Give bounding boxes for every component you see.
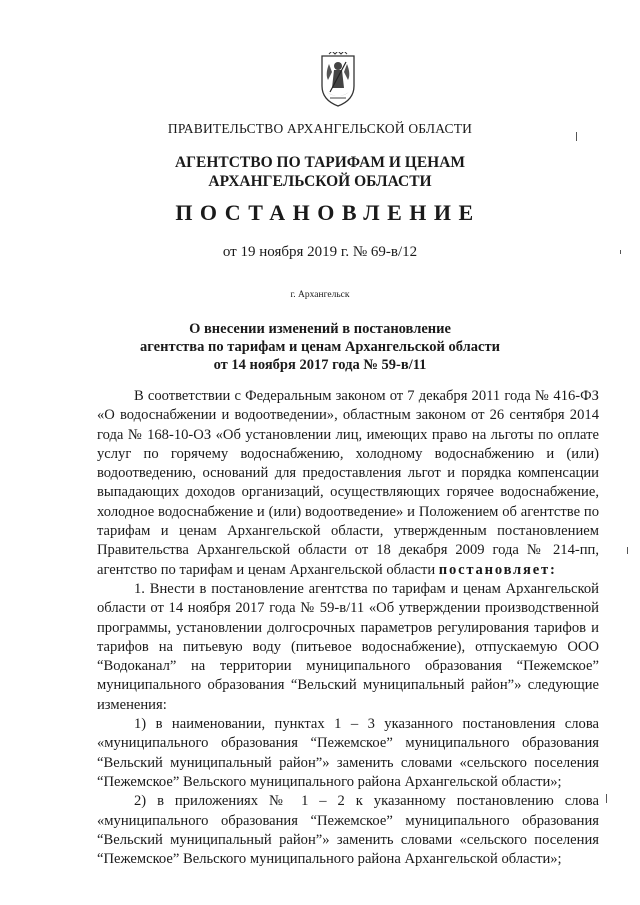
agency-name-line-2: АРХАНГЕЛЬСКОЙ ОБЛАСТИ: [208, 173, 432, 190]
decides-word: постановляет:: [438, 561, 557, 578]
scan-mark: [627, 547, 628, 554]
document-date-number: от 19 ноября 2019 г. № 69-в/12: [222, 244, 418, 260]
item-1-2-paragraph: 2) в приложениях № 1 – 2 к указанному постановлению слова «муниципального образования “Пежемское” муниципального образования “Вельский муниципальный район”» заменить словами «сельского поселения “Пежемское” Вельского муниципального района Архангельской области»;: [97, 793, 599, 868]
coat-of-arms-icon: [316, 52, 360, 108]
subject-line-2: агентства по тарифам и ценам Архангельской области: [140, 339, 500, 355]
agency-name-line-1: АГЕНТСТВО ПО ТАРИФАМ И ЦЕНАМ: [174, 154, 466, 171]
subject-line-1: О внесении изменений в постановление: [189, 321, 451, 337]
item-1-paragraph: 1. Внести в постановление агентства по тарифам и ценам Архангельской области от 14 ноября 2017 года № 59-в/11 «Об утверждении производственной программы, установлении долгосрочных параметров регулирования тарифов и тарифов на питьевую воду (питьевое водоснабжение), отпускаемую ООО “Водоканал” на территории муниципального образования “Пежемское” муниципального образования “Вельский муниципальный район”» следующие изменения:: [97, 580, 599, 713]
item-1-1-paragraph: 1) в наименовании, пунктах 1 – 3 указанного постановления слова «муниципального образования “Пежемское” муниципального образования “Вельский муниципальный район”» заменить словами «сельского поселения “Пежемское” Вельского муниципального района Архангельской области»;: [97, 716, 599, 790]
document-body: [97, 387, 599, 869]
preamble-paragraph: [97, 387, 599, 580]
subject-line-3: от 14 ноября 2017 года № 59-в/11: [213, 357, 427, 373]
document-subject: [0, 320, 640, 374]
document-city: г. Архангельск: [290, 290, 350, 300]
scan-mark: [620, 250, 621, 254]
agency-name: [0, 153, 640, 191]
document-type: ПОСТАНОВЛЕНИЕ: [175, 200, 481, 225]
scan-mark: [576, 132, 577, 141]
government-name: ПРАВИТЕЛЬСТВО АРХАНГЕЛЬСКОЙ ОБЛАСТИ: [167, 121, 473, 136]
scan-mark: [606, 794, 607, 803]
preamble-text: В соответствии с Федеральным законом от 7 декабря 2011 года № 416-ФЗ «О водоснабжении и водоотведении», областным законом от 26 сентября 2014 года № 168-10-ОЗ «Об установлении лиц, имеющих право на льготы по оплате услуг по горячему водоснабжению, холодному водоснабжению и (или) водоотведению, оснований для предоставления льгот и порядка компенсации выпадающих доходов организаций, осуществляющих горячее водоснабжение, холодное водоснабжение и (или) водоотведение» и Положением об агентстве по тарифам и ценам Архангельской области, утвержденным постановлением Правительства Архангельской области от 18 декабря 2009 года № 214-пп, агентство по тарифам и ценам Архангельской области: [97, 388, 599, 578]
